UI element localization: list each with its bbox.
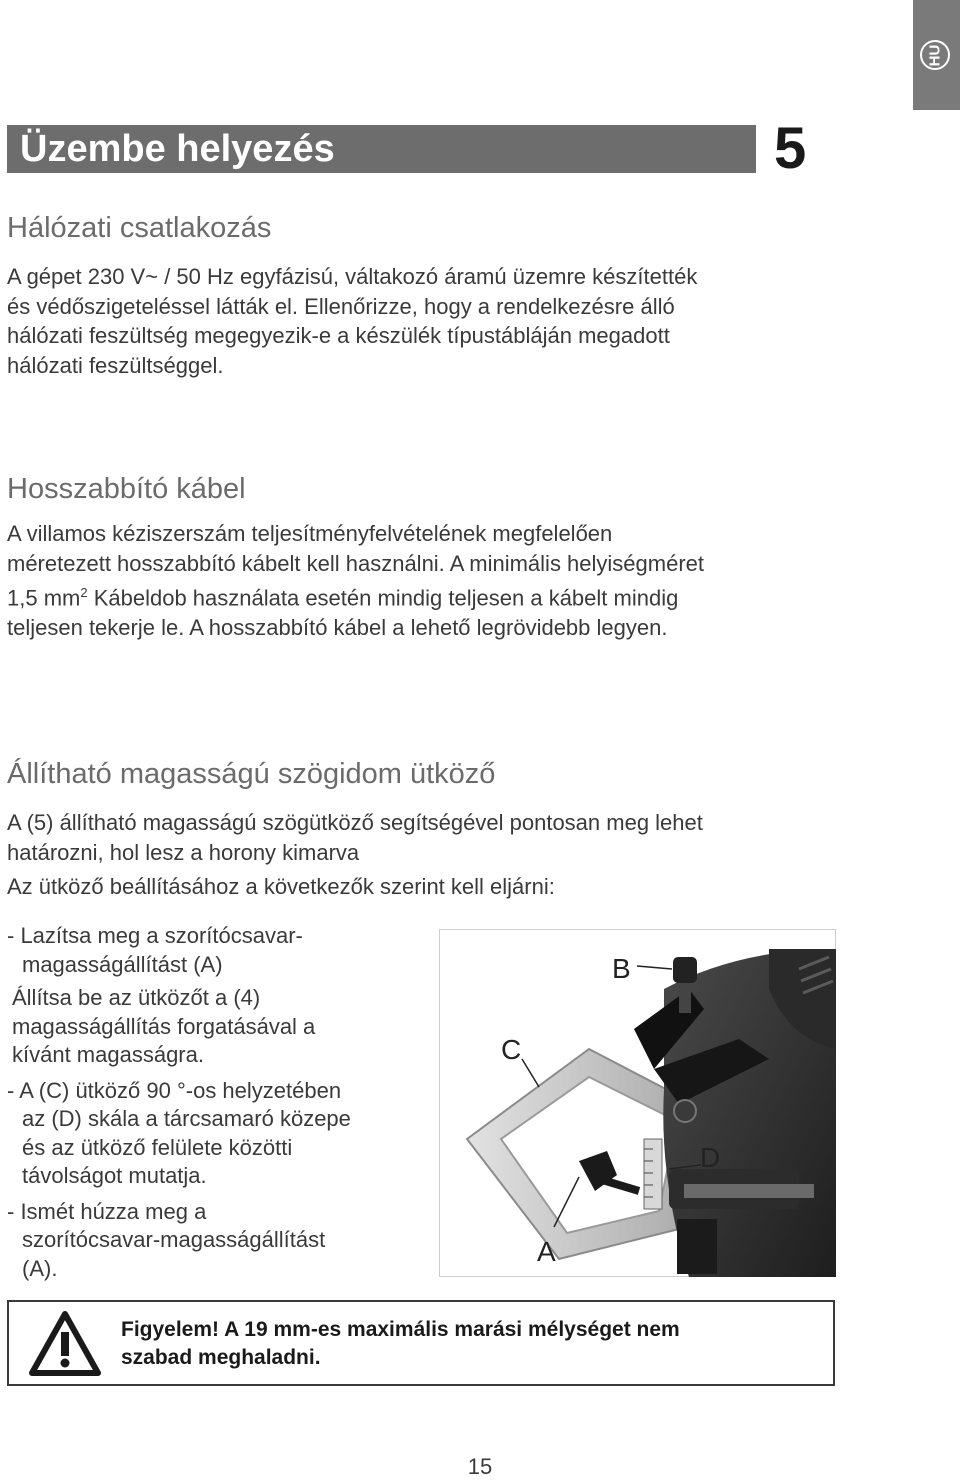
language-code: HU <box>926 44 944 66</box>
fence-screw <box>674 1100 696 1122</box>
language-badge <box>920 40 950 70</box>
label-d: D <box>700 1142 721 1173</box>
cable-line: Kábeldob használata esetén mindig teljesen a kábelt mindig <box>87 585 679 611</box>
step-line: magasságállítás forgatásával a <box>12 1013 316 1039</box>
warning-text <box>121 1316 811 1372</box>
warning-box <box>7 1300 835 1386</box>
step-line: - A (C) ütköző 90 °-os helyzetében <box>7 1077 342 1103</box>
intro-line: A (5) állítható magasságú szögütköző segítségével pontosan meg lehet <box>7 810 703 835</box>
rail <box>684 1184 814 1198</box>
network-line: hálózati feszültséggel. <box>7 352 224 378</box>
step-list <box>7 922 427 1283</box>
step-line: szorítócsavar-magasságállítást <box>22 1227 326 1252</box>
warning-line: szabad meghaladni. <box>121 1346 321 1369</box>
label-b: B <box>612 953 631 984</box>
lower-block <box>677 1219 717 1274</box>
warning-line: Figyelem! A 19 mm-es maximális marási mélységet nem <box>121 1318 680 1341</box>
step-line: - Ismét húzza meg a <box>7 1198 207 1224</box>
cable-line: A villamos kéziszerszám teljesítményfelvételének megfelelően <box>7 521 613 546</box>
cable-paragraph <box>7 519 907 642</box>
network-line: A gépet 230 V~ / 50 Hz egyfázisú, váltakozó áramú üzemre készítették <box>7 264 698 289</box>
step-line: - Lazítsa meg a szorítócsavar- <box>7 923 303 948</box>
chapter-title: Üzembe helyezés <box>20 128 335 170</box>
biscuit-joiner-photo <box>439 929 836 1277</box>
superscript: 2 <box>80 585 88 600</box>
step-line: és az ütköző felülete közötti <box>22 1134 293 1160</box>
chapter-number: 5 <box>774 116 807 181</box>
knob-b-shaft <box>679 983 691 1013</box>
cable-line: 1,5 mm <box>7 585 81 611</box>
cable-line: méretezett hosszabbító kábelt kell használni. A minimális helyiségméret <box>7 550 705 576</box>
step-line: távolságot mutatja. <box>22 1163 207 1188</box>
section-heading-angle-stop: Állítható magasságú szögidom ütköző <box>7 758 496 790</box>
knob-b <box>673 957 697 983</box>
label-a: A <box>537 1236 556 1267</box>
section-heading-network: Hálózati csatlakozás <box>7 212 272 244</box>
page-number: 15 <box>467 1454 493 1479</box>
step-line: Állítsa be az ütközőt a (4) <box>12 985 261 1010</box>
cable-line: teljesen tekerje le. A hosszabbító kábel a lehető legrövidebb legyen. <box>7 614 668 640</box>
intro-line: határozni, hol lesz a horony kimarva <box>7 839 360 865</box>
procedure-intro: Az ütköző beállításához a következők szerint kell eljárni: <box>7 874 555 899</box>
network-line: és védőszigeteléssel látták el. Ellenőrizze, hogy a rendelkezésre álló <box>7 293 675 319</box>
step-line: magasságállítást (A) <box>22 951 223 977</box>
step-line: az (D) skála a tárcsamaró közepe <box>22 1106 351 1131</box>
network-line: hálózati feszültség megegyezik-e a készülék típustábláján megadott <box>7 323 670 348</box>
step-line: kívánt magasságra. <box>12 1042 204 1067</box>
label-c: C <box>501 1034 522 1065</box>
step-line: (A). <box>22 1255 58 1281</box>
section-heading-cable: Hosszabbító kábel <box>7 473 246 505</box>
angle-stop-intro <box>7 808 907 867</box>
network-paragraph <box>7 262 907 380</box>
warning-triangle-icon <box>29 1310 101 1378</box>
